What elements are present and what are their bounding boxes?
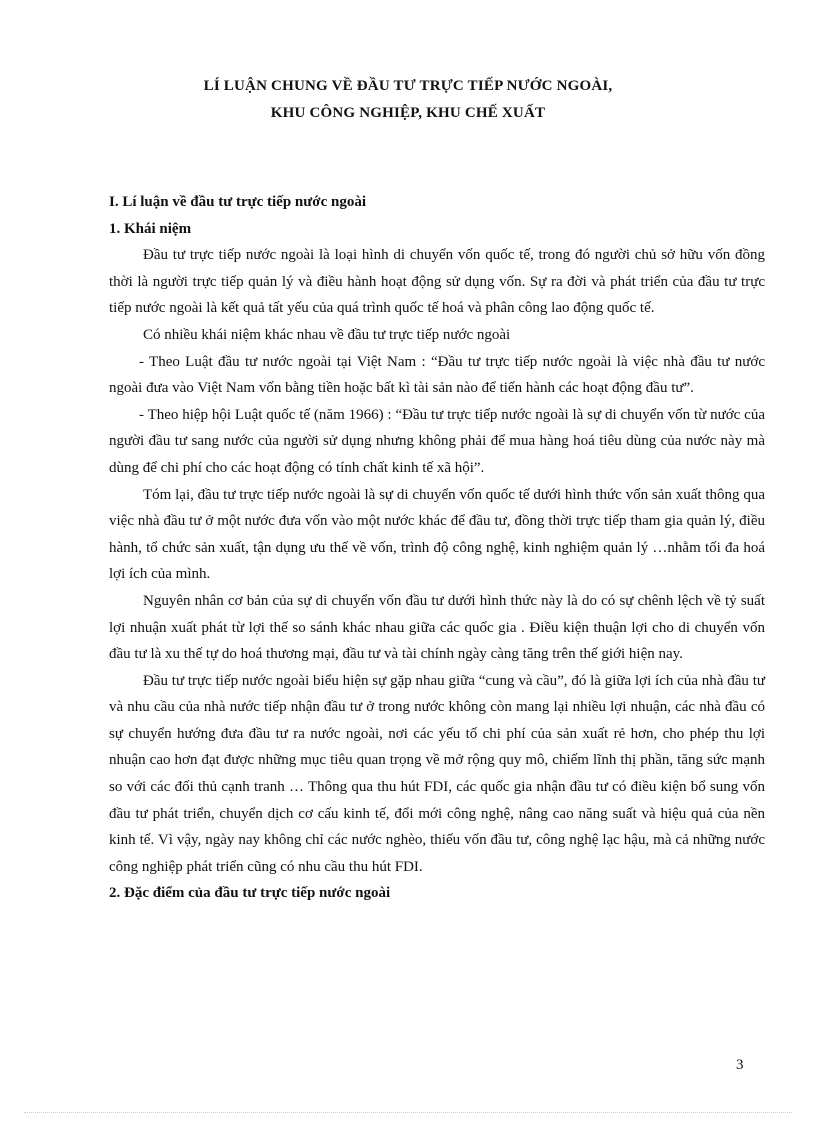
paragraph-causes: Nguyên nhân cơ bản của sự di chuyển vốn đầu tư dưới hình thức này là do có sự chênh lệch về tỷ suất lợi nhuận xuất phát từ lợi thế so sánh khác nhau giữa các quốc gia . Điều kiện thuận lợi cho di chuyển vốn đầu tư là xu thế tự do hoá thương mại, đầu tư và tài chính ngày càng tăng trên thế giới hiện nay.: [109, 592, 765, 663]
document-title-line-2: KHU CÔNG NGHIỆP, KHU CHẾ XUẤT: [270, 105, 546, 121]
section-heading: I. Lí luận về đầu tư trực tiếp nước ngoài: [109, 194, 366, 210]
paragraph-summary: Tóm lại, đầu tư trực tiếp nước ngoài là sự di chuyển vốn quốc tế dưới hình thức vốn sản xuất thông qua việc nhà đầu tư ở một nước đưa vốn vào một nước khác để đầu tư, đồng thời trực tiếp tham gia quản lý, điều hành, tổ chức sản xuất, tận dụng ưu thế về vốn, trình độ công nghệ, kinh nghiệm quản lý …nhằm tối đa hoá lợi ích của mình.: [109, 486, 765, 583]
paragraph-supply-demand: Đầu tư trực tiếp nước ngoài biểu hiện sự gặp nhau giữa “cung và cầu”, đó là giữa lợi ích của nhà đầu tư và nhu cầu của nhà nước tiếp nhận đầu tư ở trong nước không còn mang lại nhiều lợi nhuận, các nhà đầu có sự chuyển hướng đưa đầu tư ra nước ngoài, nơi các yếu tố chi phí của sản xuất rẻ hơn, cho phép thu lợi nhuận cao hơn đạt được những mục tiêu quan trọng về mở rộng quy mô, chiếm lĩnh thị phần, tăng sức mạnh so với các đối thủ cạnh tranh … Thông qua thu hút FDI, các quốc gia nhận đầu tư có điều kiện bổ sung vốn đầu tư phát triển, chuyển dịch cơ cấu kinh tế, đổi mới công nghệ, nâng cao năng suất và hiệu quả của nền kinh tế. Vì vậy, ngày nay không chỉ các nước nghèo, thiếu vốn đầu tư, công nghệ lạc hậu, mà cả những nước công nghiệp phát triển cũng có nhu cầu thu hút FDI.: [109, 672, 765, 875]
paragraph-international-law: - Theo hiệp hội Luật quốc tế (năm 1966) : “Đầu tư trực tiếp nước ngoài là sự di chuyển vốn từ nước của người đầu tư sang nước của người sử dụng nhưng không phải để mua hàng hoá tiêu dùng của nước này mà dùng để chi phí cho các hoạt động có tính chất kinh tế xã hội”.: [109, 406, 765, 476]
paragraph-definition: Đầu tư trực tiếp nước ngoài là loại hình di chuyển vốn quốc tế, trong đó người chủ sở hữu vốn đồng thời là người trực tiếp quản lý và điều hành hoạt động sử dụng vốn. Sự ra đời và phát triển của đầu tư trực tiếp nước ngoài là kết quả tất yếu của quá trình quốc tế hoá và phân công lao động quốc tế.: [109, 247, 765, 317]
document-body: [109, 189, 765, 907]
document-title-line-1: LÍ LUẬN CHUNG VỀ ĐẦU TƯ TRỰC TIẾP NƯỚC NGOÀI,: [203, 78, 613, 94]
page-number: 3: [736, 1057, 744, 1073]
subsection-1-heading: 1. Khái niệm: [109, 220, 192, 237]
paragraph-intro-concepts: Có nhiều khái niệm khác nhau về đầu tư trực tiếp nước ngoài: [143, 326, 511, 343]
paragraph-vietnam-law: - Theo Luật đầu tư nước ngoài tại Việt Nam : “Đầu tư trực tiếp nước ngoài là việc nhà đầu tư nước ngoài đưa vào Việt Nam vốn bằng tiền hoặc bất kì tài sản nào để tiến hành các hoạt động đầu tư”.: [109, 353, 765, 397]
subsection-2-heading: 2. Đặc điểm của đầu tư trực tiếp nước ngoài: [109, 885, 391, 902]
page-bottom-divider: [24, 1112, 792, 1113]
